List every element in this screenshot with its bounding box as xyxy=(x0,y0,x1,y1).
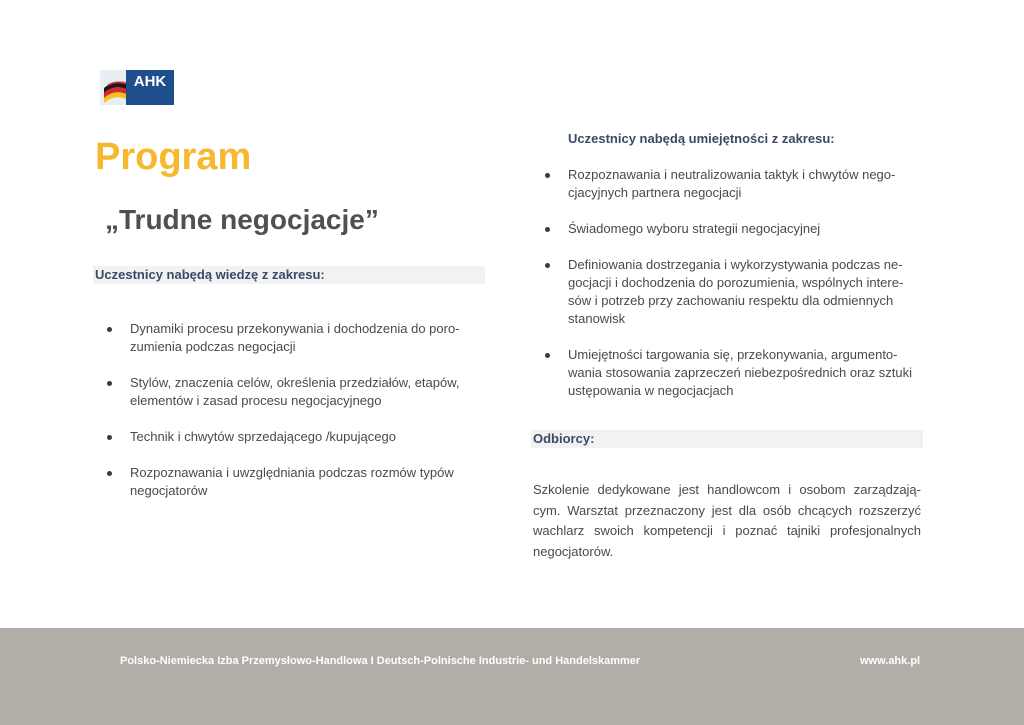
list-item xyxy=(93,374,493,410)
page-title: Program xyxy=(95,136,252,178)
bullet-icon xyxy=(545,353,550,358)
list-item-text: Technik i chwytów sprzedającego /kupującego xyxy=(130,429,396,444)
list-item-text: Umiejętności targowania się, przekonywania, argumento- wania stosowania zaprzeczeń niebezpośrednich oraz sztuki ustępowania w negocjacjach xyxy=(568,347,912,398)
bullet-icon xyxy=(107,435,112,440)
bullet-icon xyxy=(545,173,550,178)
bullet-icon xyxy=(545,227,550,232)
footer xyxy=(0,628,1024,725)
list-item xyxy=(531,346,931,400)
list-item xyxy=(531,256,931,328)
audience-heading: Odbiorcy: xyxy=(531,430,923,448)
footer-website-link[interactable]: www.ahk.pl xyxy=(860,655,921,667)
footer-organization: Polsko-Niemiecka Izba Przemysłowo-Handlowa I Deutsch-Polnische Industrie- und Handelskammer xyxy=(120,655,641,667)
list-item-text: Świadomego wyboru strategii negocjacyjnej xyxy=(568,221,821,236)
list-item-text: Definiowania dostrzegania i wykorzystywania podczas ne- gocjacji i dochodzenia do porozumienia, wspólnych intere- sów i potrzeb przy zachowaniu respektu dla odmiennych stanowisk xyxy=(568,257,904,326)
knowledge-list xyxy=(93,320,493,518)
bullet-icon xyxy=(107,471,112,476)
list-item-text: Rozpoznawania i neutralizowania taktyk i chwytów nego- cjacyjnych partnera negocjacji xyxy=(568,167,896,200)
list-item xyxy=(531,166,931,202)
list-item xyxy=(93,428,493,446)
list-item-text: Dynamiki procesu przekonywania i dochodzenia do poro- zumienia podczas negocjacji xyxy=(130,321,460,354)
flag-icon xyxy=(100,70,128,105)
skills-heading: Uczestnicy nabędą umiejętności z zakresu: xyxy=(568,131,835,146)
list-item xyxy=(93,320,493,356)
ahk-logo xyxy=(100,70,174,105)
list-item-text: Rozpoznawania i uwzględniania podczas rozmów typów negocjatorów xyxy=(130,465,454,498)
bullet-icon xyxy=(107,327,112,332)
bullet-icon xyxy=(107,381,112,386)
list-item xyxy=(93,464,493,500)
logo-text: AHK xyxy=(126,70,174,105)
knowledge-heading: Uczestnicy nabędą wiedzę z zakresu: xyxy=(93,266,485,284)
list-item-text: Stylów, znaczenia celów, określenia przedziałów, etapów, elementów i zasad procesu negocjacyjnego xyxy=(130,375,460,408)
skills-list xyxy=(531,166,931,418)
list-item xyxy=(531,220,931,238)
bullet-icon xyxy=(545,263,550,268)
audience-text: Szkolenie dedykowane jest handlowcom i osobom zarządzają-cym. Warsztat przeznaczony jest dla osób chcących rozszerzyć wachlarz swoich kompetencji i poznać tajniki profesjonalnych negocjatorów. xyxy=(533,482,921,559)
page-subtitle: „Trudne negocjacje” xyxy=(105,204,379,235)
